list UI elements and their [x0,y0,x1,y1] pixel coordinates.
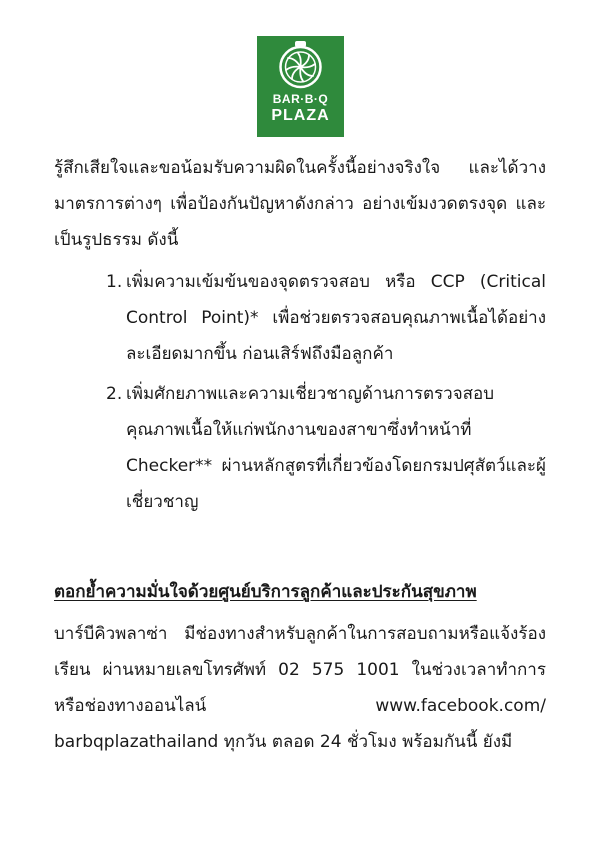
intro-paragraph: รู้สึกเสียใจและขอน้อมรับความผิดในครั้งนี้อย่างจริงใจ และได้วางมาตรการต่างๆ เพื่อป้องกันปัญหาดังกล่าว อย่างเข้มงวดตรงจุด และเป็นรูปธรรม ดังนี้ [54,158,546,250]
list-item-text: เพิ่มความเข้มข้นของจุดตรวจสอบ หรือ CCP (Critical Control Point)* เพื่อช่วยตรวจสอบคุณภาพเนื้อได้อย่างละเอียดมากขึ้น ก่อนเสิร์ฟถึงมือลูกค้า [126,272,546,364]
list-item [106,376,546,520]
list-item-text: เพิ่มศักยภาพและความเชี่ยวชาญด้านการตรวจสอบคุณภาพเนื้อให้แก่พนักงานของสาขาซึ่งทำหน้าที่ Checker** ผ่านหลักสูตรที่เกี่ยวข้องโดยกรมปศุสัตว์และผู้เชี่ยวชาญ [126,384,546,512]
list-item [106,264,546,372]
logo-text-plaza: PLAZA [271,107,330,124]
measures-list [54,264,546,520]
section-paragraph: บาร์บีคิวพลาซ่า มีช่องทางสำหรับลูกค้าในการสอบถามหรือแจ้งร้องเรียน ผ่านหมายเลขโทรศัพท์ 02 575 1001 ในช่วงเวลาทำการ หรือช่องทางออนไลน์ www.facebook.com/ barbqplazathailand ทุกวัน ตลอด 24 ชั่วโมง พร้อมกันนี้ ยังมี [54,624,546,752]
list-item-number: 1. [106,272,123,292]
statement-body [54,150,546,760]
list-item-number: 2. [106,384,123,404]
section-heading: ตอกย้ำความมั่นใจด้วยศูนย์บริการลูกค้าและประกันสุขภาพ [54,582,477,602]
logo-text-barbq: BAR·B·Q [272,92,329,106]
brand-logo [257,36,344,137]
